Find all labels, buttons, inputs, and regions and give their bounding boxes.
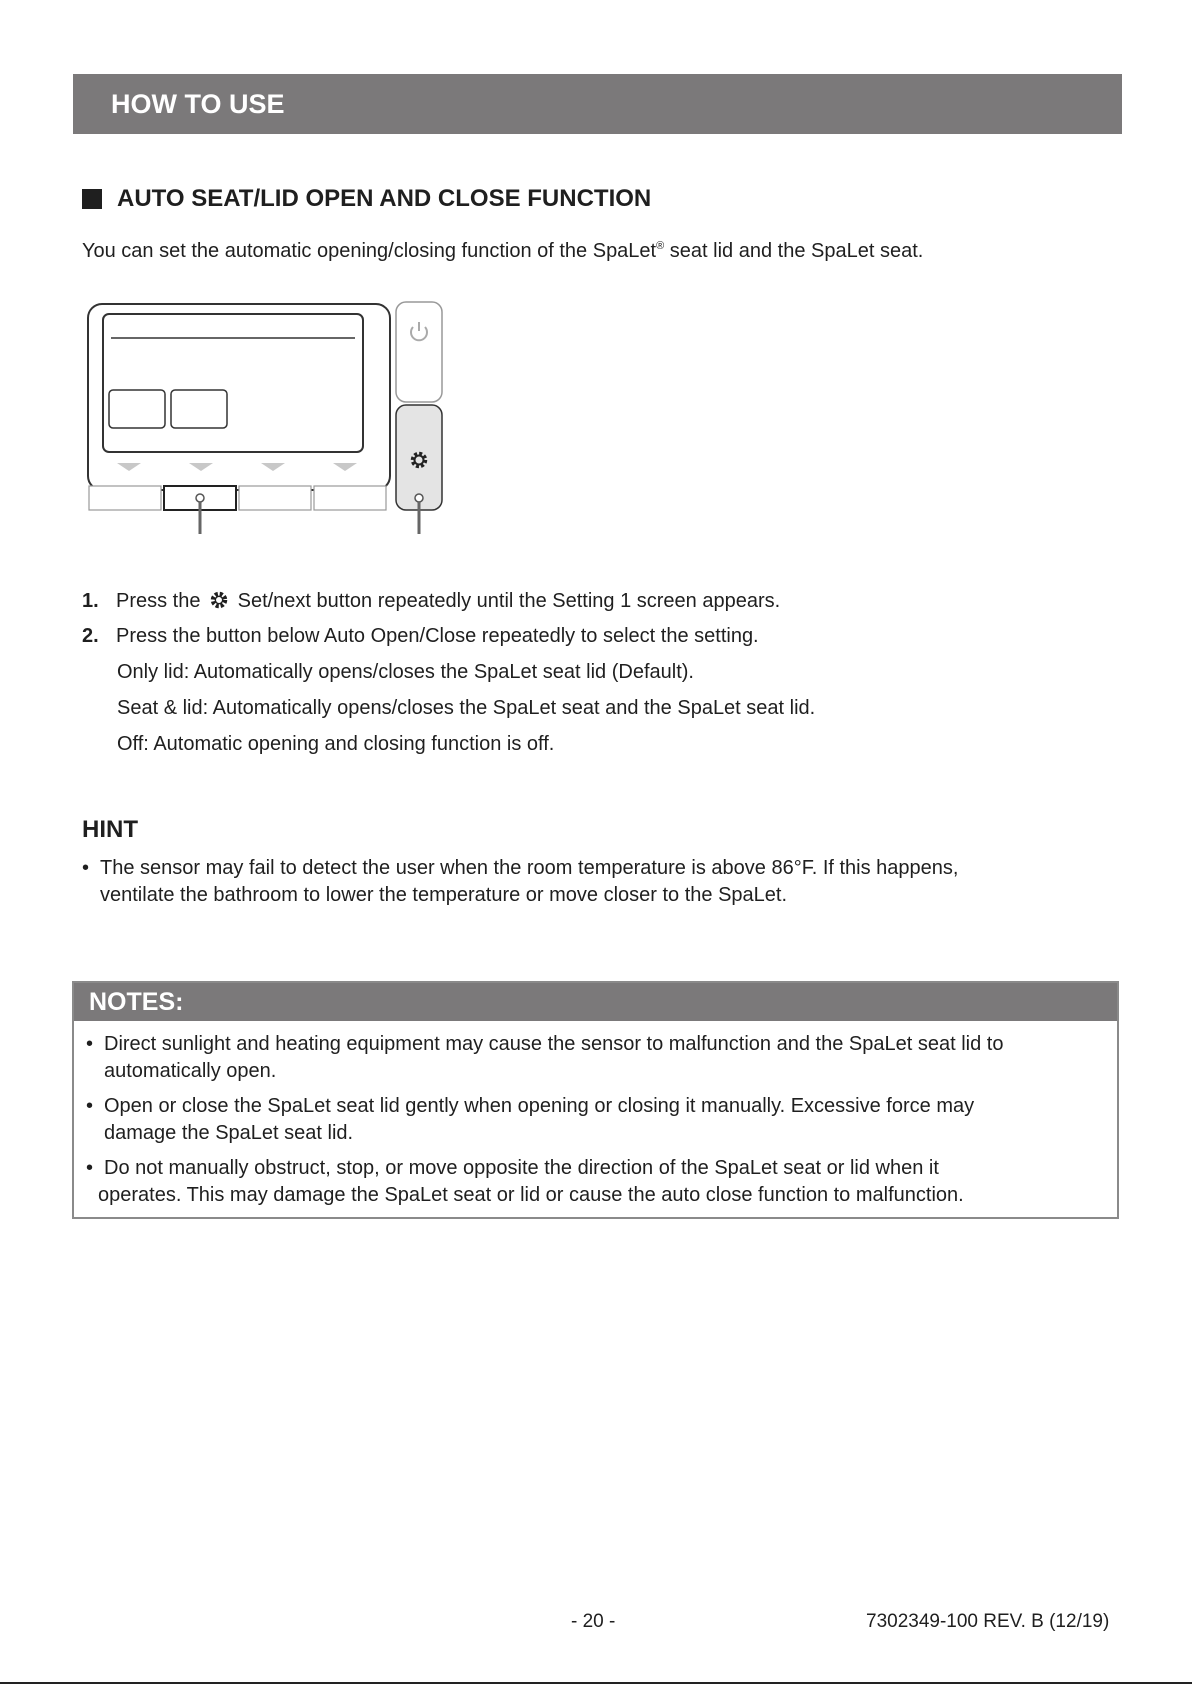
bottom-button-3 [239, 486, 311, 510]
option-only-lid: Only lid: Automatically opens/closes the SpaLet seat lid (Default). [117, 661, 694, 683]
hint-body: • The sensor may fail to detect the user when the room temperature is above 86°F. If this happens, ventilate the bathroom to lower the temperature or move closer to the SpaLet. [82, 857, 959, 906]
notes-title: NOTES: [74, 983, 1117, 1021]
remote-control-diagram [86, 298, 446, 538]
section-title [82, 183, 651, 215]
display-box-2 [171, 390, 227, 428]
step-1: 1. Press the Set/next button repeatedly until the Setting 1 screen appears. [82, 590, 781, 612]
option-seat-and-lid: Seat & lid: Automatically opens/closes the SpaLet seat and the SpaLet seat lid. [117, 697, 816, 719]
note-item-2: • Open or close the SpaLet seat lid gently when opening or closing it manually. Excessive force may damage the SpaLet seat lid. [86, 1095, 975, 1144]
note-item-1: • Direct sunlight and heating equipment may cause the sensor to malfunction and the SpaLet seat lid to automatically open. [86, 1033, 1004, 1082]
square-bullet-icon [82, 189, 102, 209]
display-box-1 [109, 390, 165, 428]
intro-text: You can set the automatic opening/closing function of the SpaLet® seat lid and the SpaLet seat. [82, 240, 924, 262]
document-id: 7302349-100 REV. B (12/19) [866, 1611, 1110, 1632]
power-button [396, 302, 442, 402]
notes-box [72, 981, 1119, 1219]
hint-title: HINT [82, 816, 138, 843]
callout-dot-2 [415, 494, 423, 502]
page-number: - 20 - [571, 1611, 616, 1632]
remote-display [103, 314, 363, 452]
option-off: Off: Automatic opening and closing function is off. [117, 733, 555, 755]
bottom-button-4 [314, 486, 386, 510]
bottom-button-1 [89, 486, 161, 510]
gear-icon [208, 589, 230, 611]
bottom-rule [0, 1682, 1192, 1684]
section-title-text: AUTO SEAT/LID OPEN AND CLOSE FUNCTION [117, 185, 652, 212]
note-item-3: • Do not manually obstruct, stop, or move opposite the direction of the SpaLet seat or lid when it operates. This may damage the SpaLet seat or lid or cause the auto close function to malfunction. [86, 1157, 964, 1206]
callout-dot-1 [196, 494, 204, 502]
bullet-icon: • [82, 857, 90, 879]
step-2: 2. Press the button below Auto Open/Close repeatedly to select the setting. [82, 625, 759, 647]
page-header: HOW TO USE [73, 74, 1122, 134]
